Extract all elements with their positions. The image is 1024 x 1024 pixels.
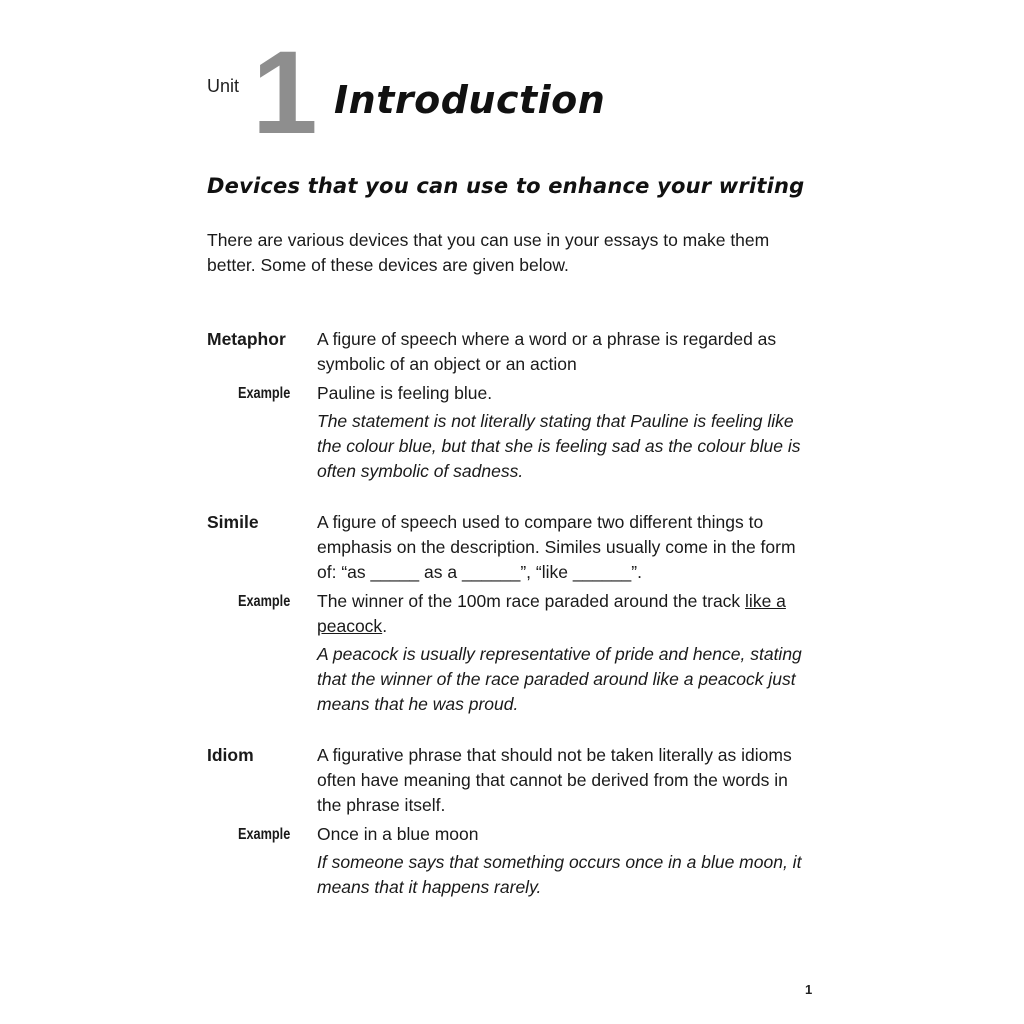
device-term: Idiom bbox=[207, 745, 254, 765]
example-text bbox=[317, 822, 817, 847]
page-number: 1 bbox=[805, 982, 813, 997]
unit-label: Unit bbox=[207, 76, 240, 96]
example-text bbox=[317, 589, 817, 639]
device-idiom bbox=[207, 743, 817, 900]
device-simile bbox=[207, 510, 817, 717]
example-text-start: The winner of the 100m race paraded around the track bbox=[317, 591, 746, 611]
example-label: Example bbox=[238, 385, 291, 402]
example-text-start: Pauline is feeling blue. bbox=[317, 383, 493, 403]
example-text-start: Once in a blue moon bbox=[317, 824, 479, 844]
example-row bbox=[207, 589, 817, 639]
example-label: Example bbox=[238, 593, 291, 610]
page-title: Introduction bbox=[334, 78, 606, 122]
example-row bbox=[207, 822, 817, 847]
device-definition: A figure of speech where a word or a phrase is regarded as symbolic of an object or an action bbox=[317, 329, 777, 374]
example-text-end: . bbox=[382, 616, 388, 636]
example-explanation: A peacock is usually representative of pride and hence, stating that the winner of the race paraded around like a peacock just means that he was proud. bbox=[317, 644, 802, 714]
intro-paragraph: There are various devices that you can use in your essays to make them better. Some of these devices are given below. bbox=[207, 230, 770, 275]
section-heading: Devices that you can use to enhance your writing bbox=[207, 174, 805, 198]
device-term: Metaphor bbox=[207, 329, 286, 349]
example-explanation: The statement is not literally stating that Pauline is feeling like the colour blue, but that she is feeling sad as the colour blue is often symbolic of sadness. bbox=[317, 411, 801, 481]
example-row bbox=[207, 381, 817, 406]
device-term: Simile bbox=[207, 512, 259, 532]
example-label: Example bbox=[238, 826, 291, 843]
example-underlined: like a peacock bbox=[317, 591, 786, 636]
example-explanation: If someone says that something occurs once in a blue moon, it means that it happens rarely. bbox=[317, 852, 802, 897]
device-definition: A figure of speech used to compare two different things to emphasis on the description. Similes usually come in the form of: “as _____ as a ______”, “like ______”. bbox=[317, 512, 796, 582]
example-text bbox=[317, 381, 817, 406]
unit-number: 1 bbox=[252, 27, 316, 159]
device-metaphor bbox=[207, 327, 817, 484]
device-definition: A figurative phrase that should not be taken literally as idioms often have meaning that cannot be derived from the words in the phrase itself. bbox=[317, 745, 792, 815]
